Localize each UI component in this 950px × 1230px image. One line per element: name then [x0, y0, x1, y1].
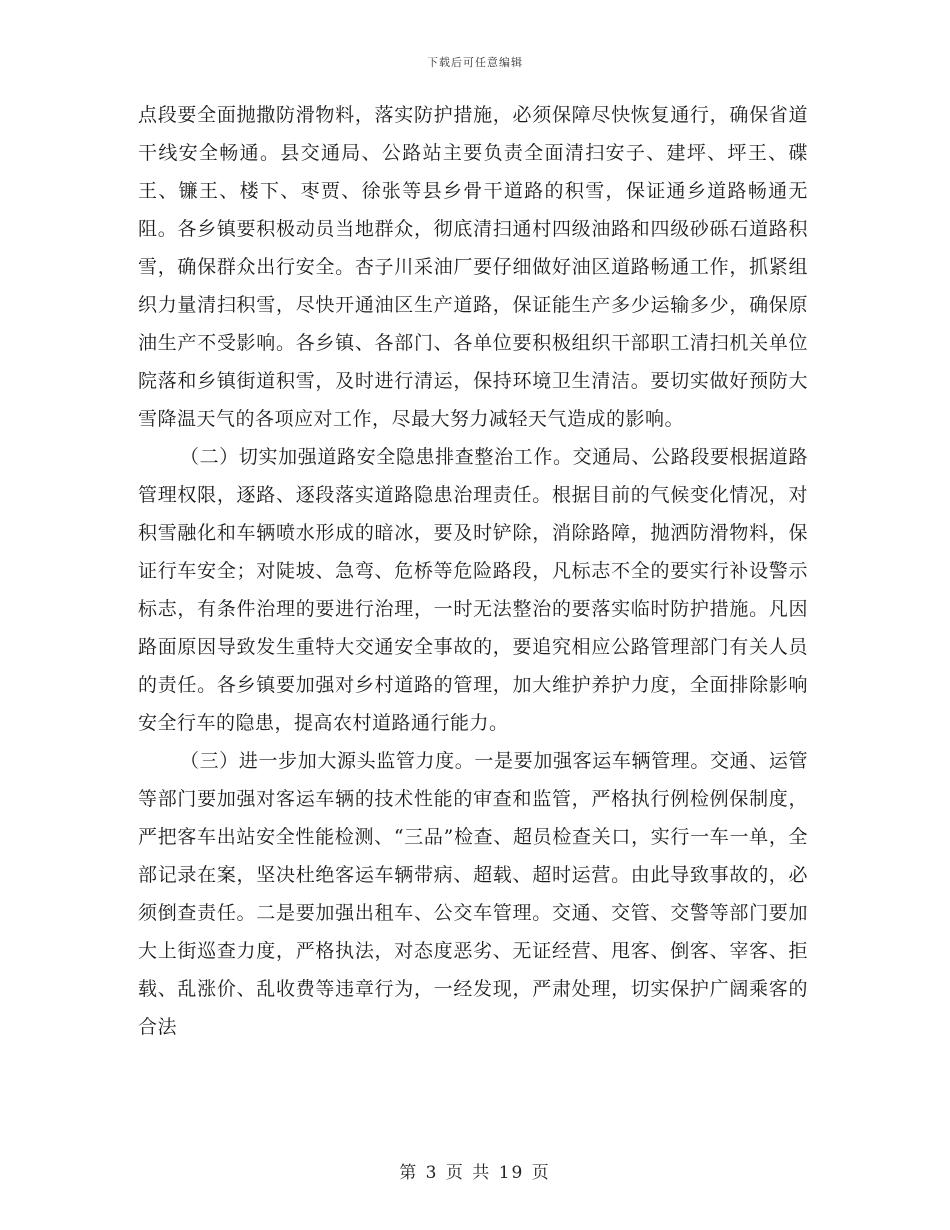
page-header: 下载后可任意编辑	[427, 56, 523, 69]
page-number-footer: 第 3 页 共 19 页	[399, 1163, 551, 1183]
paragraph-section-2: （二）切实加强道路安全隐患排查整治工作。交通局、公路段要根据道路管理权限，逐路、逐段落实道路隐患治理责任。根据目前的气候变化情况，对积雪融化和车辆喷水形成的暗冰，要及时铲除，消除路障，抛洒防滑物料，保证行车安全；对陡坡、急弯、危桥等危险路段，凡标志不全的要实行补设警示标志，有条件治理的要进行治理，一时无法整治的要落实临时防护措施。凡因路面原因导致发生重特大交通安全事故的，要追究相应公路管理部门有关人员的责任。各乡镇要加强对乡村道路的管理，加大维护养护力度，全面排除影响安全行车的隐患，提高农村道路通行能力。	[138, 446, 808, 734]
paragraph-section-3: （三）进一步加大源头监管力度。一是要加强客运车辆管理。交通、运管等部门要加强对客运车辆的技术性能的审查和监管，严格执行例检例保制度，严把客车出站安全性能检测、“三品”检查、超员检查关口，实行一车一单，全部记录在案，坚决杜绝客运车辆带病、超载、超时运营。由此导致事故的，必须倒查责任。二是要加强出租车、公交车管理。交通、交管、交警等部门要加大上街巡查力度，严格执法，对态度恶劣、无证经营、甩客、倒客、宰客、拒载、乱涨价、乱收费等违章行为，一经发现，严肃处理，切实保护广阔乘客的合法	[138, 750, 808, 1038]
document-body	[138, 96, 808, 1046]
paragraph-continuation: 点段要全面抛撒防滑物料，落实防护措施，必须保障尽快恢复通行，确保省道干线安全畅通。县交通局、公路站主要负责全面清扫安子、建坪、坪王、碟王、镰王、楼下、枣贾、徐张等县乡骨干道路的积雪，保证通乡道路畅通无阻。各乡镇要积极动员当地群众，彻底清扫通村四级油路和四级砂砾石道路积雪，确保群众出行安全。杏子川采油厂要仔细做好油区道路畅通工作，抓紧组织力量清扫积雪，尽快开通油区生产道路，保证能生产多少运输多少，确保原油生产不受影响。各乡镇、各部门、各单位要积极组织干部职工清扫机关单位院落和乡镇街道积雪，及时进行清运，保持环境卫生清洁。要切实做好预防大雪降温天气的各项应对工作，尽最大努力减轻天气造成的影响。	[138, 104, 808, 430]
